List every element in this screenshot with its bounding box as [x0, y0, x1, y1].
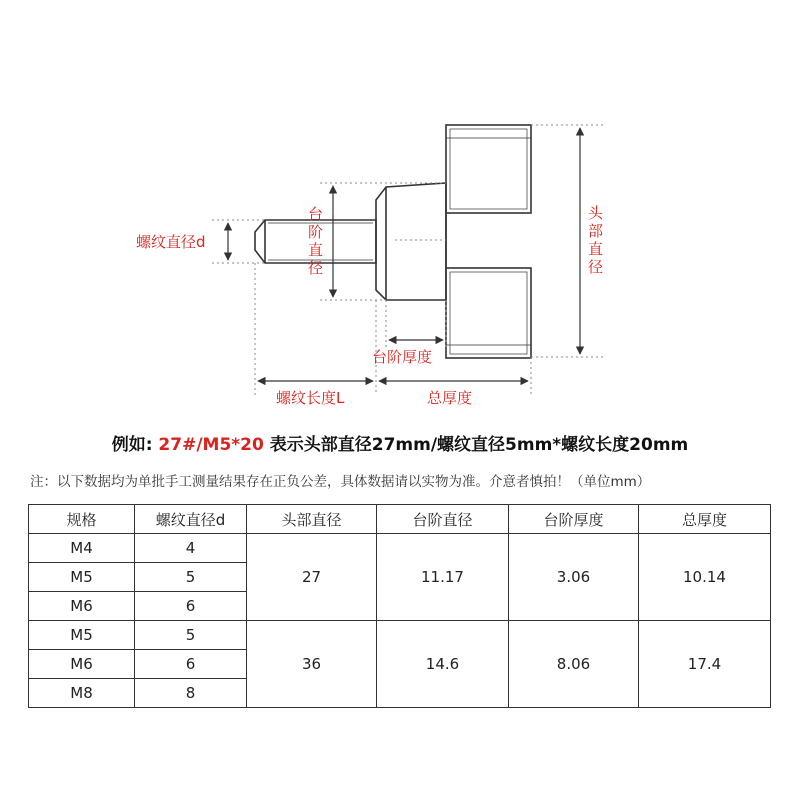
svg-text:部: 部	[588, 222, 604, 240]
head-diameter-label	[588, 204, 604, 276]
header-spec: 规格	[29, 505, 135, 534]
svg-text:头: 头	[588, 204, 604, 222]
spec-table	[28, 504, 771, 708]
cell-total-thickness: 17.4	[639, 621, 771, 708]
thread-length-label: 螺纹长度L	[276, 389, 345, 407]
table-row	[29, 534, 771, 563]
cell-spec: M4	[29, 534, 135, 563]
example-description: 表示头部直径27mm/螺纹直径5mm*螺纹长度20mm	[263, 435, 689, 455]
cell-spec: M8	[29, 679, 135, 708]
header-step-thickness: 台阶厚度	[509, 505, 639, 534]
cell-step-thickness: 3.06	[509, 534, 639, 621]
svg-text:台: 台	[308, 205, 324, 223]
header-thread-diameter: 螺纹直径d	[135, 505, 247, 534]
cell-spec: M6	[29, 592, 135, 621]
cell-spec: M5	[29, 563, 135, 592]
cell-spec: M5	[29, 621, 135, 650]
cell-thread-diameter: 5	[135, 621, 247, 650]
cell-spec: M6	[29, 650, 135, 679]
step-thickness-label: 台阶厚度	[372, 348, 433, 366]
example-code: 27#/M5*20	[158, 435, 264, 455]
cell-thread-diameter: 6	[135, 650, 247, 679]
cell-thread-diameter: 4	[135, 534, 247, 563]
step-diameter-label	[308, 205, 323, 277]
total-thickness-label: 总厚度	[427, 389, 473, 407]
cell-head-diameter: 36	[247, 621, 377, 708]
screw-outline	[255, 125, 531, 358]
cell-step-diameter: 11.17	[377, 534, 509, 621]
cell-thread-diameter: 8	[135, 679, 247, 708]
cell-total-thickness: 10.14	[639, 534, 771, 621]
thread-diameter-label: 螺纹直径d	[136, 233, 206, 251]
svg-text:阶: 阶	[308, 223, 324, 241]
svg-text:直: 直	[588, 240, 604, 258]
example-caption	[0, 430, 800, 455]
cell-step-diameter: 14.6	[377, 621, 509, 708]
cell-step-thickness: 8.06	[509, 621, 639, 708]
svg-text:径: 径	[308, 259, 324, 277]
header-head-diameter: 头部直径	[247, 505, 377, 534]
header-step-diameter: 台阶直径	[377, 505, 509, 534]
measurement-note: 注：以下数据均为单批手工测量结果存在正负公差，具体数据请以实物为准。介意者慎拍！（单位mm）	[30, 474, 651, 490]
header-total-thickness: 总厚度	[639, 505, 771, 534]
svg-text:直: 直	[308, 241, 324, 259]
cell-thread-diameter: 6	[135, 592, 247, 621]
table-row	[29, 621, 771, 650]
example-prefix: 例如:	[111, 435, 159, 455]
svg-text:径: 径	[588, 258, 604, 276]
cell-thread-diameter: 5	[135, 563, 247, 592]
cell-head-diameter: 27	[247, 534, 377, 621]
table-header-row	[29, 505, 771, 534]
